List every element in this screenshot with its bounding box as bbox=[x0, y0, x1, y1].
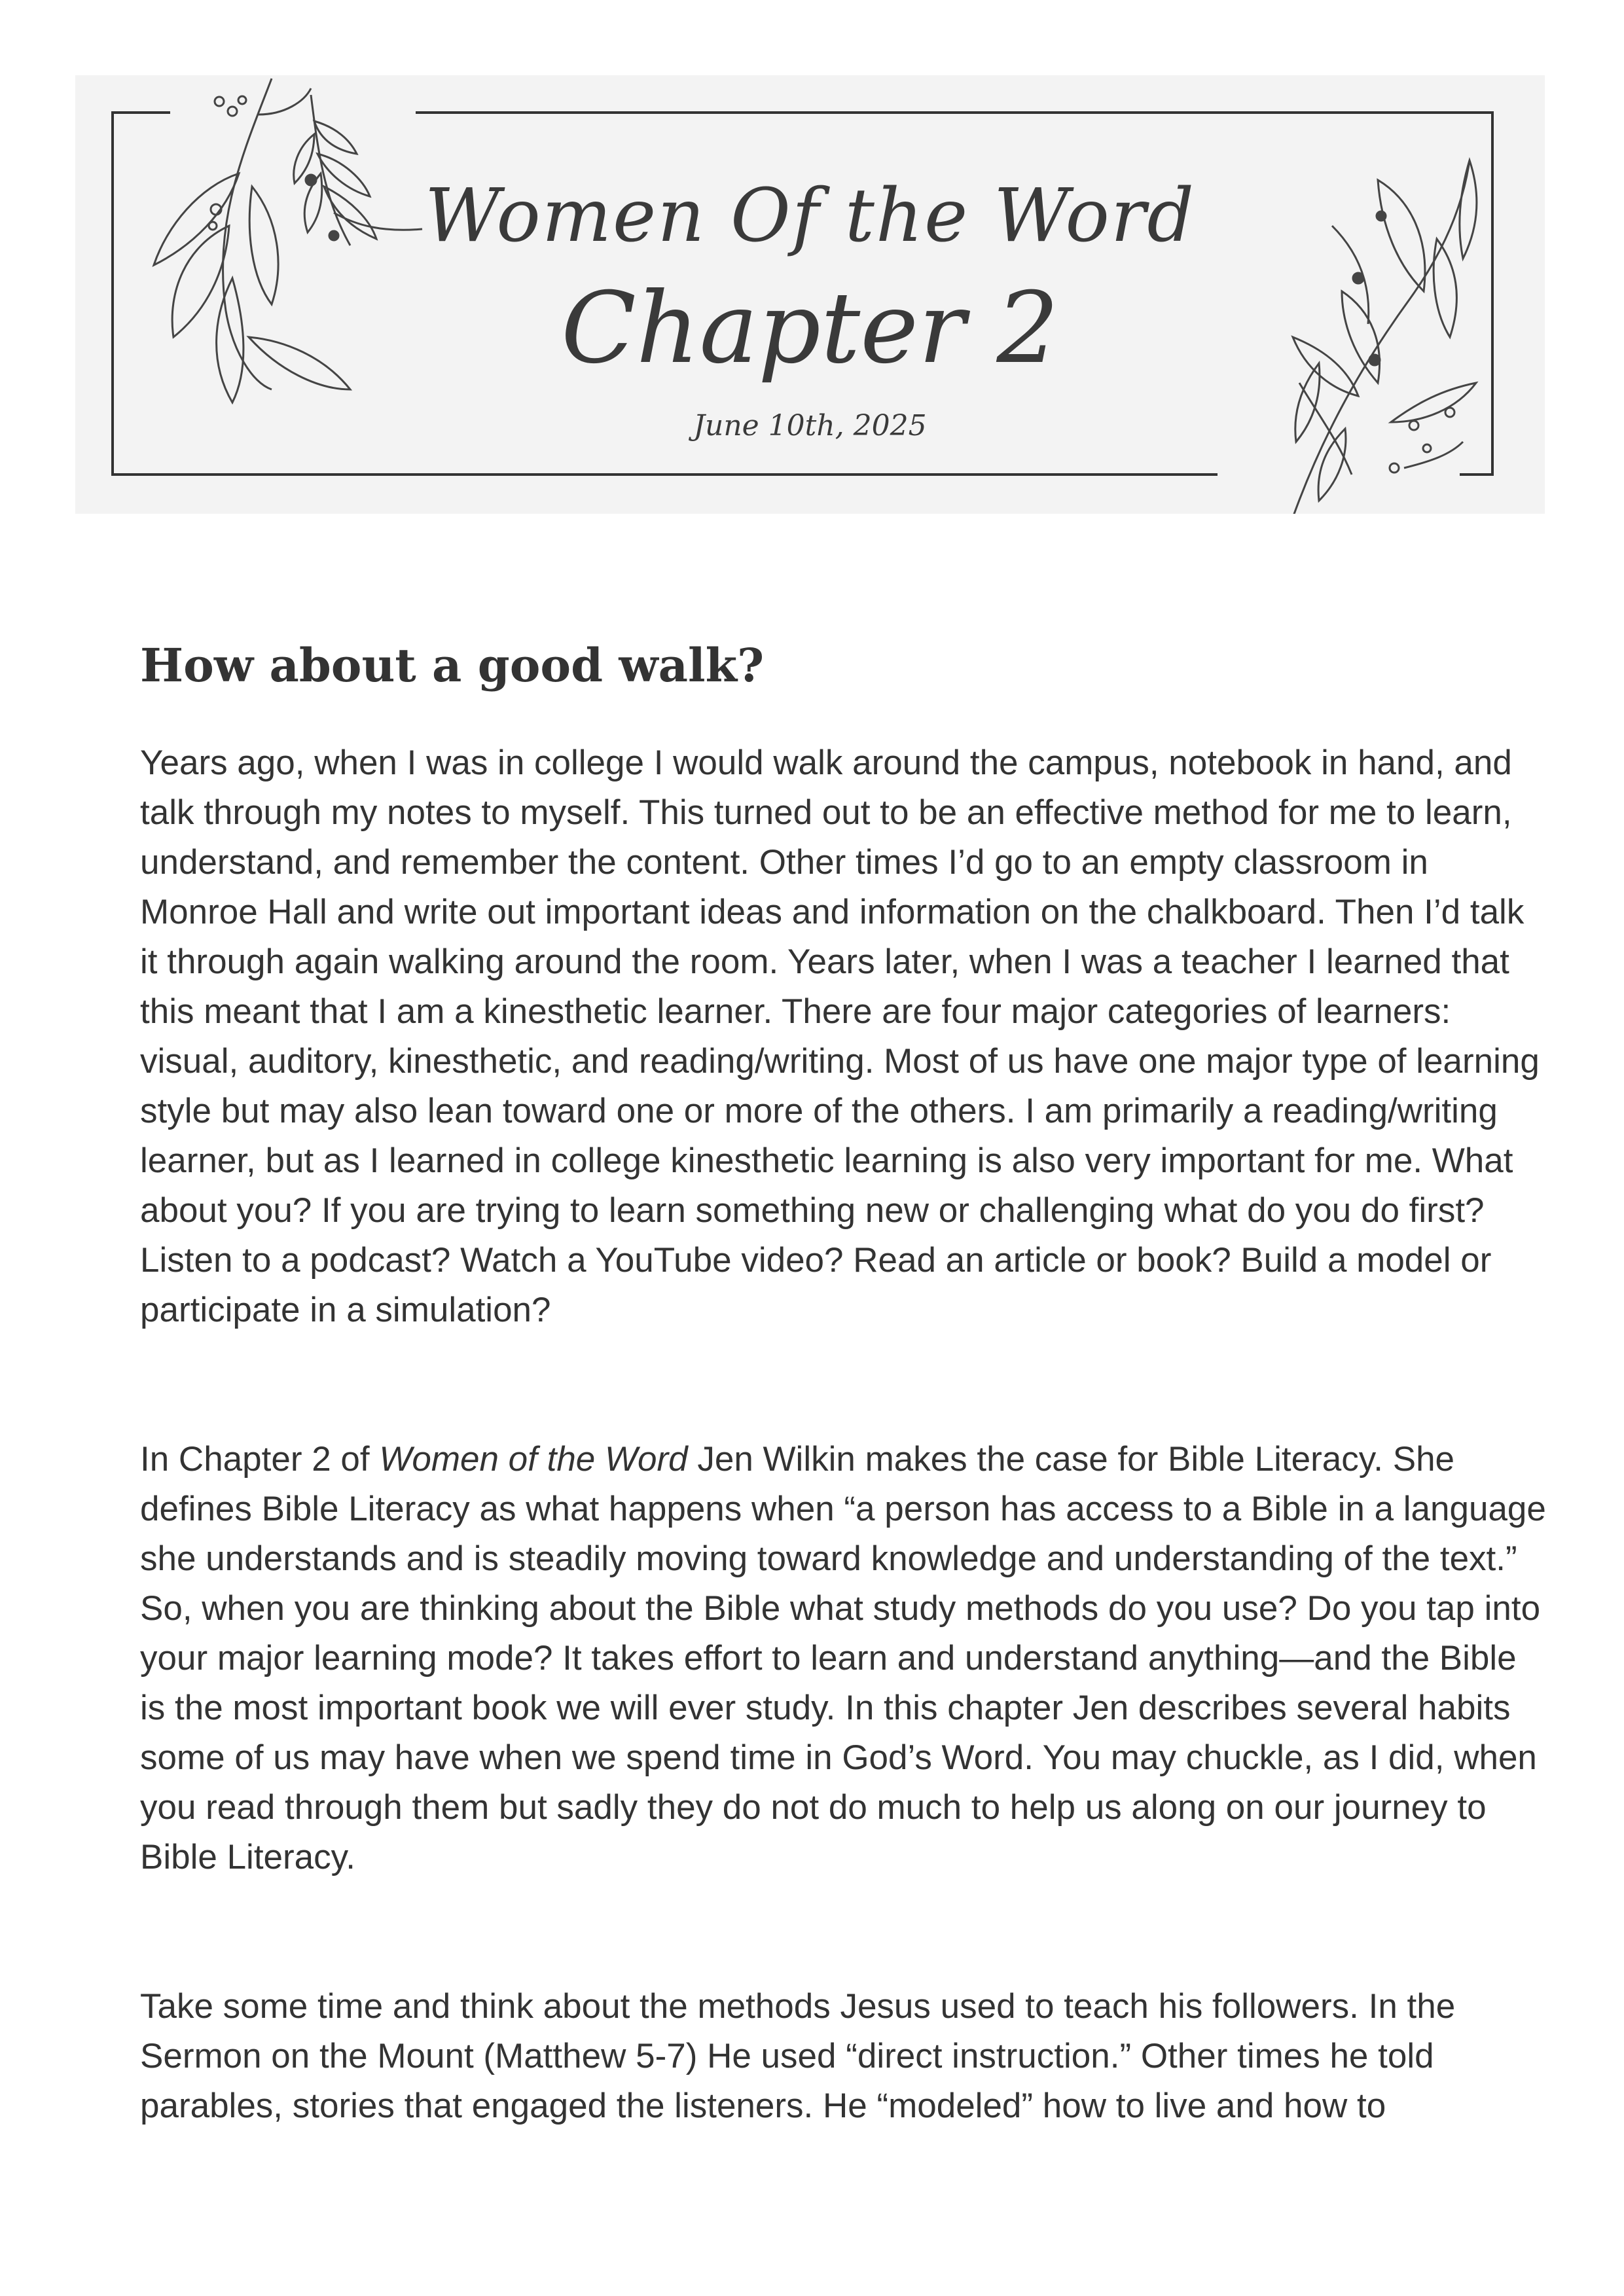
article-body bbox=[140, 638, 1547, 2231]
article-heading: How about a good walk? bbox=[140, 638, 765, 692]
article-paragraph bbox=[140, 1435, 1547, 1882]
article-paragraph: Years ago, when I was in college I would walk around the campus, notebook in hand, and talk through my notes to myself. This turned out to be an effective method for me to learn, understand, and remember the content. Other times I’d go to an empty classroom in Monroe Hall and write out important ideas and information on the chalkboard. Then I’d talk it through again walking around the room. Years later, when I was a teacher I learned that this meant that I am a kinesthetic learner. There are four major categories of learners: visual, auditory, kinesthetic, and reading/writing. Most of us have one major type of learning style but may also lean toward one or more of the others. I am primarily a reading/writing learner, but as I learned in college kinesthetic learning is also very important for me. What about you? If you are trying to learn something new or challenging what do you do first? Listen to a podcast? Watch a YouTube video? Read an article or book? Build a model or participate in a simulation? bbox=[140, 744, 1540, 1329]
banner-title: Women Of the Word bbox=[424, 173, 1196, 259]
book-title: Women of the Word bbox=[379, 1440, 688, 1479]
paragraph-text: Jen Wilkin makes the case for Bible Literacy. She defines Bible Literacy as what happens when “a person has access to a Bible in a language she understands and is steadily moving toward knowledge and understanding of the text.” So, when you are thinking about the Bible what study methods do you use? Do you tap into your major learning mode? It takes effort to learn and understand anything—and the Bible is the most important book we will ever study. In this chapter Jen describes several habits some of us may have when we spend time in God’s Word. You may chuckle, as I did, when you read through them but sadly they do not do much to help us along on our journey to Bible Literacy. bbox=[140, 1440, 1546, 1876]
banner-subtitle: Chapter 2 bbox=[561, 272, 1059, 386]
header-banner bbox=[75, 75, 1545, 514]
article-paragraph: Take some time and think about the methods Jesus used to teach his followers. In the Sermon on the Mount (Matthew 5-7) He used “direct instruction.” Other times he told parables, stories that engaged the listeners. He “modeled” how to live and how to bbox=[140, 1987, 1456, 2125]
banner-date: June 10th, 2025 bbox=[693, 409, 927, 442]
paragraph-text: In Chapter 2 of bbox=[140, 1440, 380, 1479]
